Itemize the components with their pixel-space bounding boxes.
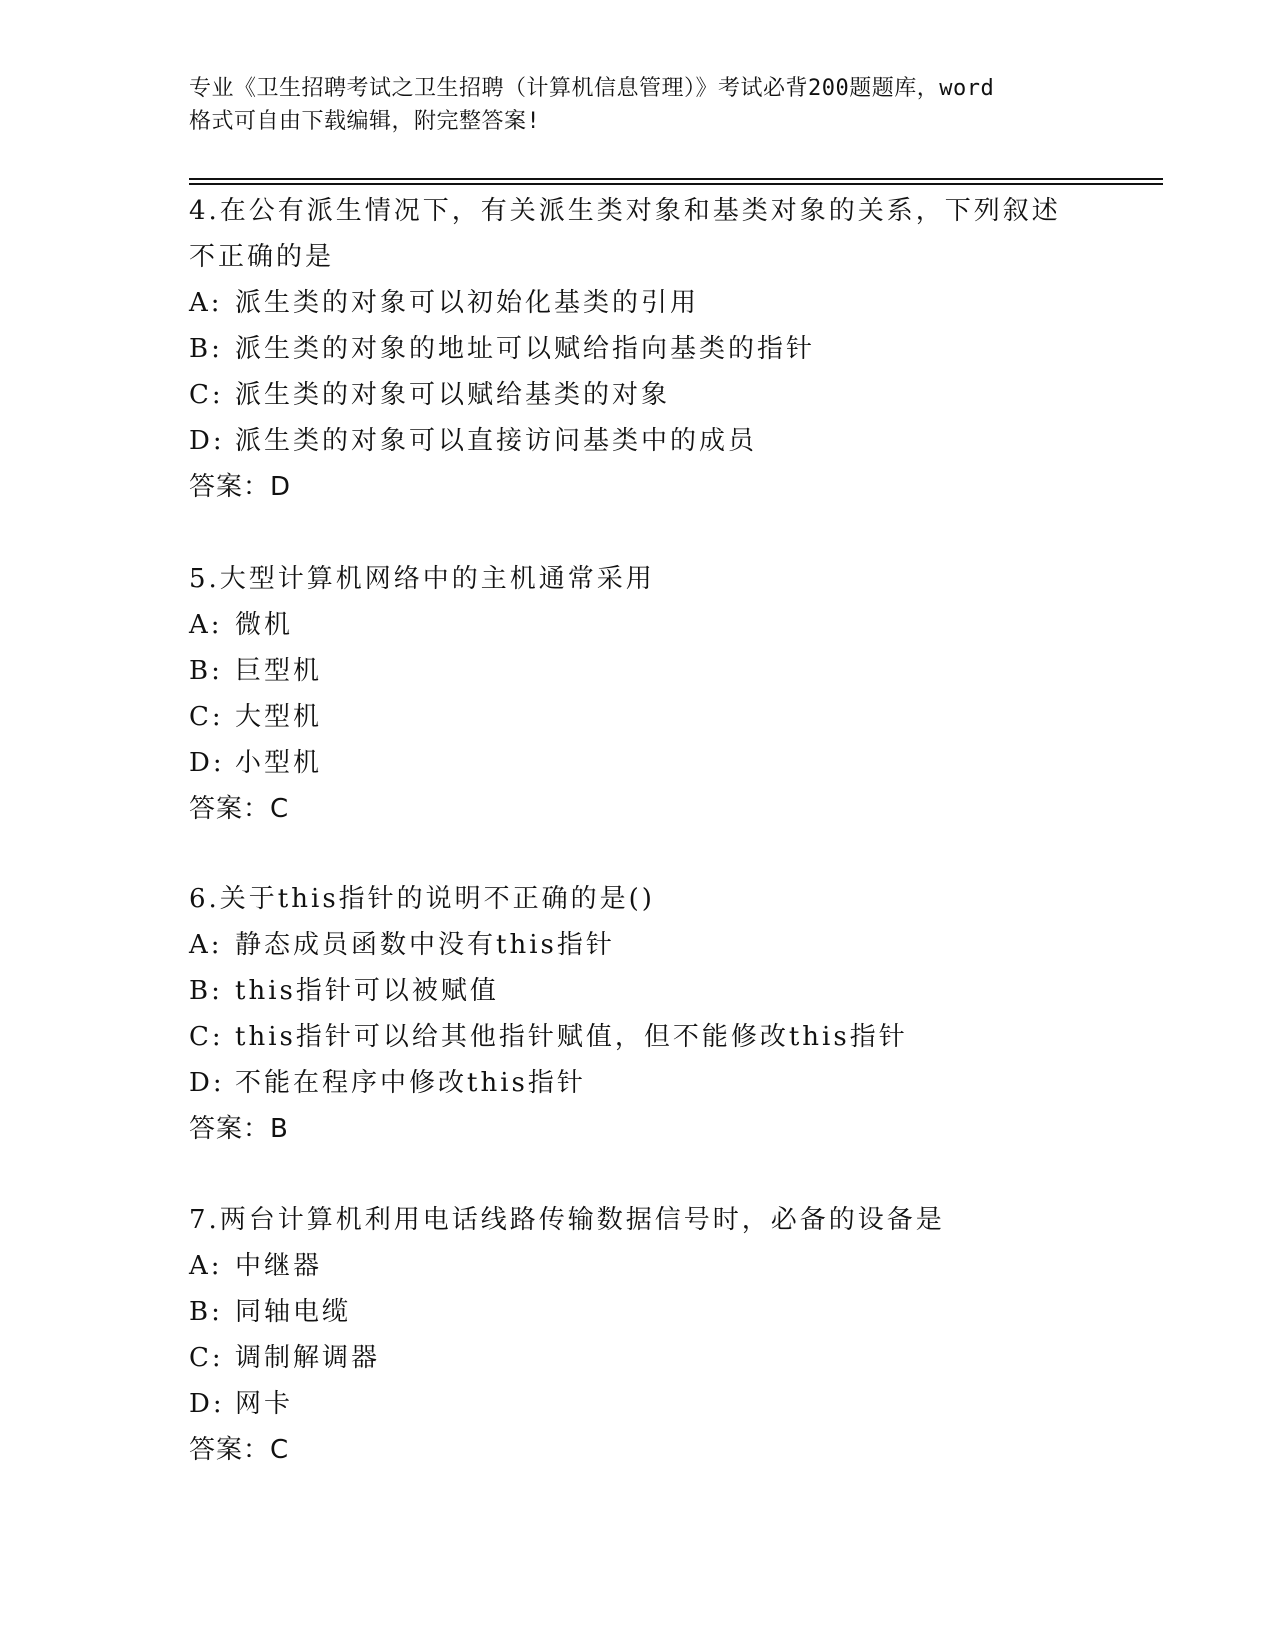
document-header (189, 72, 1089, 138)
option-key: D: (189, 1389, 225, 1419)
option-key: A: (189, 1251, 223, 1281)
option-text: 派生类的对象的地址可以赋给指向基类的指针 (235, 334, 816, 364)
question-6 (189, 876, 1089, 1152)
header-rule-top (189, 178, 1163, 180)
question-stem-continued: 不正确的是 (189, 242, 335, 272)
answer-text: 答案：D (189, 472, 292, 502)
option-text: 同轴电缆 (235, 1297, 352, 1327)
option-b (189, 968, 1089, 1014)
option-d (189, 1060, 1089, 1106)
header-title-line-2: 格式可自由下载编辑，附完整答案! (189, 109, 541, 134)
question-stem: 7.两台计算机利用电话线路传输数据信号时，必备的设备是 (189, 1205, 945, 1235)
option-text: 不能在程序中修改this指针 (235, 1068, 586, 1098)
option-text: 派生类的对象可以赋给基类的对象 (235, 380, 671, 410)
option-key: B: (189, 976, 223, 1006)
option-text: 大型机 (235, 702, 323, 732)
option-c (189, 694, 1089, 740)
option-text: 小型机 (235, 748, 323, 778)
option-a (189, 602, 1089, 648)
option-key: D: (189, 748, 225, 778)
option-a (189, 922, 1089, 968)
header-title-line-1: 专业《卫生招聘考试之卫生招聘（计算机信息管理）》考试必背200题题库，word (189, 76, 995, 101)
option-key: A: (189, 610, 223, 640)
option-key: C: (189, 1022, 224, 1052)
option-text: 派生类的对象可以直接访问基类中的成员 (235, 426, 758, 456)
option-key: B: (189, 656, 223, 686)
answer-text: 答案：B (189, 1114, 289, 1144)
option-c (189, 372, 1089, 418)
option-key: A: (189, 288, 223, 318)
option-key: C: (189, 1343, 224, 1373)
option-b (189, 1289, 1089, 1335)
option-text: 巨型机 (235, 656, 323, 686)
question-stem: 6.关于this指针的说明不正确的是() (189, 884, 655, 914)
option-key: A: (189, 930, 223, 960)
option-key: C: (189, 702, 224, 732)
option-text: this指针可以被赋值 (235, 976, 499, 1006)
answer-text: 答案：C (189, 1435, 290, 1465)
option-text: 静态成员函数中没有this指针 (235, 930, 615, 960)
option-text: 微机 (235, 610, 294, 640)
header-rule-bottom (189, 183, 1163, 185)
question-5 (189, 556, 1089, 832)
option-key: C: (189, 380, 224, 410)
option-c (189, 1014, 1089, 1060)
option-text: this指针可以给其他指针赋值，但不能修改this指针 (235, 1022, 908, 1052)
question-stem: 4.在公有派生情况下，有关派生类对象和基类对象的关系，下列叙述 (189, 196, 1061, 226)
option-key: B: (189, 334, 223, 364)
option-d (189, 1381, 1089, 1427)
option-c (189, 1335, 1089, 1381)
option-text: 调制解调器 (235, 1343, 381, 1373)
option-a (189, 280, 1089, 326)
question-7 (189, 1197, 1089, 1473)
question-4 (189, 188, 1089, 510)
option-key: D: (189, 1068, 225, 1098)
option-a (189, 1243, 1089, 1289)
question-stem: 5.大型计算机网络中的主机通常采用 (189, 564, 655, 594)
option-b (189, 326, 1089, 372)
option-text: 网卡 (235, 1389, 294, 1419)
option-d (189, 418, 1089, 464)
answer-text: 答案：C (189, 794, 290, 824)
option-b (189, 648, 1089, 694)
option-text: 中继器 (235, 1251, 323, 1281)
option-text: 派生类的对象可以初始化基类的引用 (235, 288, 700, 318)
option-key: B: (189, 1297, 223, 1327)
option-key: D: (189, 426, 225, 456)
option-d (189, 740, 1089, 786)
